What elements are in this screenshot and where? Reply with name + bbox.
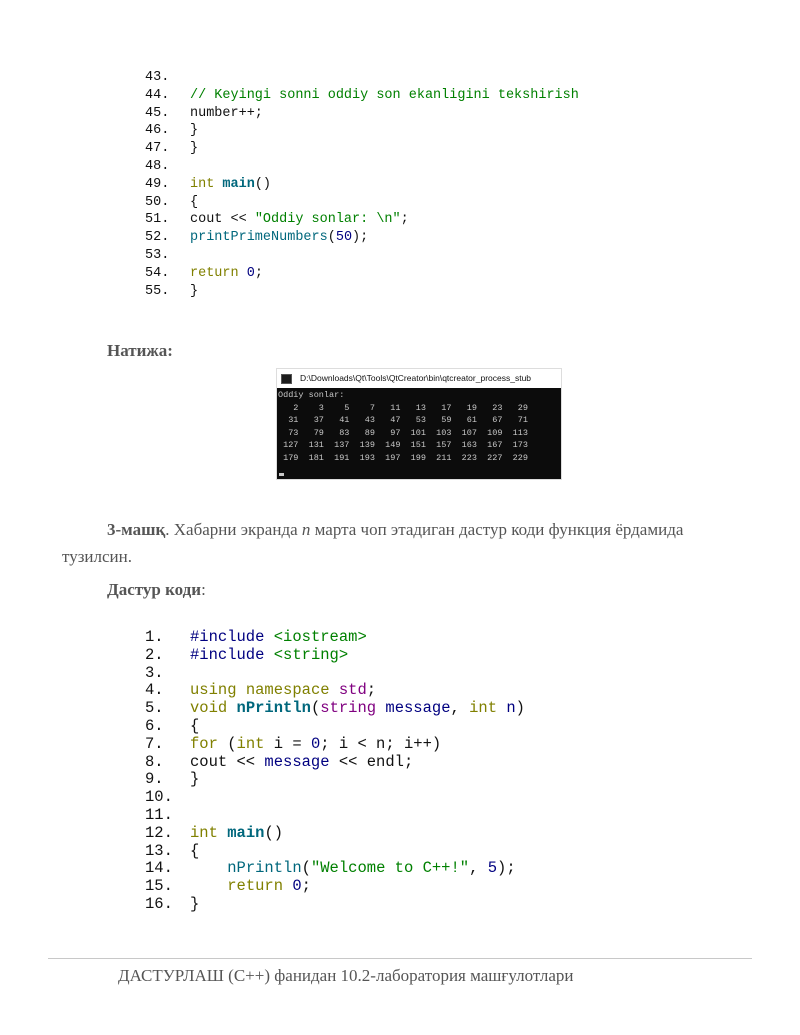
code-token: { bbox=[190, 194, 199, 210]
code-text bbox=[190, 859, 516, 877]
line-number: 16. bbox=[145, 895, 173, 913]
code-token: } bbox=[190, 283, 199, 299]
code-token: cout << bbox=[190, 212, 255, 228]
code-token: 0 bbox=[246, 265, 255, 281]
code-token bbox=[283, 877, 292, 895]
console-window-screenshot bbox=[276, 368, 562, 480]
line-number: 49. bbox=[145, 176, 170, 192]
code-token: nPrintln bbox=[236, 699, 311, 718]
code-token: int bbox=[190, 176, 215, 192]
code-text bbox=[190, 681, 376, 699]
code-token: "Welcome to C++!" bbox=[310, 859, 470, 878]
code-heading bbox=[107, 580, 206, 600]
code-line bbox=[0, 628, 800, 646]
code-line bbox=[0, 859, 800, 877]
console-title: D:\Downloads\Qt\Tools\QtCreator\bin\qtcreator_process_stub bbox=[300, 373, 532, 383]
code-text bbox=[190, 229, 368, 247]
console-titlebar bbox=[277, 369, 561, 388]
code-token: ; bbox=[400, 212, 409, 228]
code-text bbox=[190, 283, 198, 301]
code-token: string bbox=[320, 699, 377, 718]
code-line bbox=[0, 247, 800, 265]
code-token: } bbox=[190, 141, 199, 157]
code-token: <string> bbox=[273, 645, 349, 664]
code-line bbox=[0, 122, 800, 140]
code-token: , bbox=[450, 699, 470, 718]
code-line bbox=[0, 646, 800, 664]
line-number: 9. bbox=[145, 770, 164, 789]
code-text bbox=[190, 628, 367, 646]
code-token: () bbox=[264, 823, 284, 842]
code-token: 0 bbox=[310, 734, 321, 753]
code-token: ( bbox=[301, 859, 311, 878]
code-token: std bbox=[338, 681, 367, 700]
code-token: "Oddiy sonlar: \n" bbox=[254, 212, 401, 228]
code-token: n bbox=[506, 699, 516, 718]
line-number: 11. bbox=[145, 806, 173, 824]
line-number: 3. bbox=[145, 663, 164, 682]
line-number: 15. bbox=[145, 877, 173, 896]
line-number: 43. bbox=[145, 70, 170, 85]
line-number: 10. bbox=[145, 788, 173, 807]
code-token: #include bbox=[190, 628, 265, 646]
code-line bbox=[0, 877, 800, 895]
code-text bbox=[190, 753, 413, 771]
code-line bbox=[0, 699, 800, 717]
code-token: } bbox=[190, 770, 200, 789]
line-number: 44. bbox=[145, 87, 170, 103]
code-token bbox=[330, 681, 339, 699]
code-token: 50 bbox=[335, 230, 353, 246]
code-token: number++; bbox=[190, 105, 263, 121]
line-number: 55. bbox=[145, 283, 170, 299]
code-text bbox=[190, 265, 263, 283]
code-token: using bbox=[190, 681, 237, 700]
code-line bbox=[0, 735, 800, 753]
code-token bbox=[264, 646, 273, 664]
code-token: , bbox=[469, 859, 488, 878]
task3-variable: n bbox=[301, 520, 311, 539]
code-line bbox=[0, 69, 800, 87]
code-heading-colon: : bbox=[201, 580, 206, 599]
console-output-line: 2 3 5 7 11 13 17 19 23 29 bbox=[278, 402, 528, 413]
code-token bbox=[376, 699, 385, 717]
code-line bbox=[0, 140, 800, 158]
code-token: main bbox=[227, 823, 265, 842]
code-token: { bbox=[190, 841, 200, 860]
code-token: ) bbox=[515, 699, 525, 718]
console-output-line: Oddiy sonlar: bbox=[278, 390, 345, 400]
code-token: ; i < n; i++) bbox=[320, 734, 442, 753]
code-token: } bbox=[190, 895, 200, 913]
console-app-icon bbox=[281, 374, 292, 384]
code-token bbox=[190, 877, 227, 895]
code-line bbox=[0, 176, 800, 194]
code-text bbox=[190, 735, 441, 753]
code-token: message bbox=[385, 699, 451, 718]
code-line bbox=[0, 664, 800, 682]
code-token: int bbox=[469, 699, 498, 718]
code-token bbox=[190, 859, 227, 877]
code-line bbox=[0, 824, 800, 842]
line-number: 50. bbox=[145, 194, 170, 210]
code-text bbox=[190, 717, 199, 735]
code-token: int bbox=[190, 823, 218, 842]
code-token: { bbox=[190, 717, 200, 735]
line-number: 53. bbox=[145, 248, 170, 263]
line-number: 4. bbox=[145, 681, 164, 700]
code-text bbox=[190, 770, 199, 788]
code-token: << endl; bbox=[329, 752, 414, 771]
code-line bbox=[0, 229, 800, 247]
code-token: for bbox=[190, 734, 218, 753]
task3-text-a: . Хабарни экранда bbox=[165, 520, 302, 539]
code-text bbox=[190, 176, 271, 194]
line-number: 2. bbox=[145, 645, 164, 664]
line-number: 13. bbox=[145, 841, 173, 860]
task3-paragraph bbox=[62, 516, 752, 570]
code-line bbox=[0, 717, 800, 735]
code-token: message bbox=[264, 752, 330, 771]
code-heading-label: Дастур коди bbox=[107, 580, 202, 599]
code-token: printPrimeNumbers bbox=[190, 230, 328, 246]
line-number: 7. bbox=[145, 734, 164, 753]
console-cursor bbox=[279, 473, 284, 476]
page-footer: ДАСТУРЛАШ (C++) фанидан 10.2-лаборатория машғулотлари bbox=[118, 966, 574, 985]
code-token bbox=[227, 699, 236, 717]
code-token: cout << bbox=[190, 752, 265, 771]
code-line bbox=[0, 105, 800, 123]
code-text bbox=[190, 824, 283, 842]
code-line bbox=[0, 770, 800, 788]
code-token: ( bbox=[327, 230, 336, 246]
code-token: () bbox=[254, 176, 272, 192]
code-line bbox=[0, 681, 800, 699]
code-token: ( bbox=[217, 734, 237, 753]
footer-divider bbox=[48, 958, 752, 959]
line-number: 46. bbox=[145, 123, 170, 139]
code-text bbox=[190, 211, 409, 229]
code-token: ); bbox=[352, 230, 369, 246]
code-token: main bbox=[222, 176, 255, 192]
console-output-line: 73 79 83 89 97 101 103 107 109 113 bbox=[278, 427, 528, 438]
code-line bbox=[0, 194, 800, 212]
line-number: 12. bbox=[145, 823, 173, 842]
code-text bbox=[190, 842, 199, 860]
code-token: return bbox=[190, 265, 239, 281]
code-token: void bbox=[190, 699, 228, 718]
code-text bbox=[190, 105, 263, 123]
code-token: // Keyingi sonni oddiy son ekanligini tekshirish bbox=[190, 87, 579, 103]
line-number: 52. bbox=[145, 230, 170, 246]
code-text bbox=[190, 122, 198, 140]
line-number: 51. bbox=[145, 212, 170, 228]
console-output-line: 179 181 191 193 197 199 211 223 227 229 bbox=[278, 453, 528, 463]
code-text bbox=[190, 877, 311, 895]
code-token: i = bbox=[264, 734, 311, 753]
code-token: ); bbox=[497, 859, 516, 878]
code-token: ; bbox=[301, 877, 311, 896]
code-line bbox=[0, 788, 800, 806]
code-token: nPrintln bbox=[227, 859, 302, 878]
code-text bbox=[190, 194, 198, 212]
line-number: 48. bbox=[145, 159, 170, 174]
code-token: } bbox=[190, 123, 199, 139]
code-token: int bbox=[236, 734, 265, 753]
code-line bbox=[0, 842, 800, 860]
code-line bbox=[0, 265, 800, 283]
code-token: namespace bbox=[245, 681, 330, 700]
result-heading: Натижа: bbox=[107, 341, 173, 360]
code-token: ; bbox=[366, 681, 377, 700]
code-token: <iostream> bbox=[273, 628, 367, 646]
code-token bbox=[264, 628, 273, 646]
code-line bbox=[0, 87, 800, 105]
code-line bbox=[0, 895, 800, 913]
code-line bbox=[0, 753, 800, 771]
task3-text-b: марта чоп этадиган дастур коди функция ёрдамида тузилсин. bbox=[62, 520, 684, 566]
code-token: ; bbox=[254, 265, 263, 281]
task3-number: 3-машқ bbox=[107, 520, 166, 539]
code-line bbox=[0, 806, 800, 824]
console-output bbox=[277, 389, 561, 479]
line-number: 54. bbox=[145, 265, 170, 281]
console-output-line: 31 37 41 43 47 53 59 61 67 71 bbox=[278, 415, 528, 426]
console-output-line: 127 131 137 139 149 151 157 163 167 173 bbox=[278, 440, 528, 451]
line-number: 1. bbox=[145, 628, 164, 646]
line-number: 5. bbox=[145, 699, 164, 718]
code-line bbox=[0, 283, 800, 301]
code-token bbox=[237, 681, 246, 699]
code-text bbox=[190, 699, 525, 717]
code-line bbox=[0, 211, 800, 229]
code-token: return bbox=[227, 877, 284, 896]
code-text bbox=[190, 646, 348, 664]
line-number: 14. bbox=[145, 859, 173, 878]
code-token: 5 bbox=[487, 859, 498, 878]
code-text bbox=[190, 895, 199, 913]
code-token: ( bbox=[310, 699, 321, 718]
code-token bbox=[239, 266, 247, 281]
line-number: 6. bbox=[145, 717, 164, 735]
code-token: #include bbox=[190, 645, 265, 664]
code-token bbox=[497, 699, 506, 717]
code-text bbox=[190, 140, 198, 158]
code-text bbox=[190, 87, 579, 105]
line-number: 8. bbox=[145, 752, 164, 771]
code-token bbox=[218, 824, 227, 842]
code-line bbox=[0, 158, 800, 176]
line-number: 47. bbox=[145, 141, 170, 157]
line-number: 45. bbox=[145, 105, 170, 121]
code-token: 0 bbox=[292, 877, 302, 896]
